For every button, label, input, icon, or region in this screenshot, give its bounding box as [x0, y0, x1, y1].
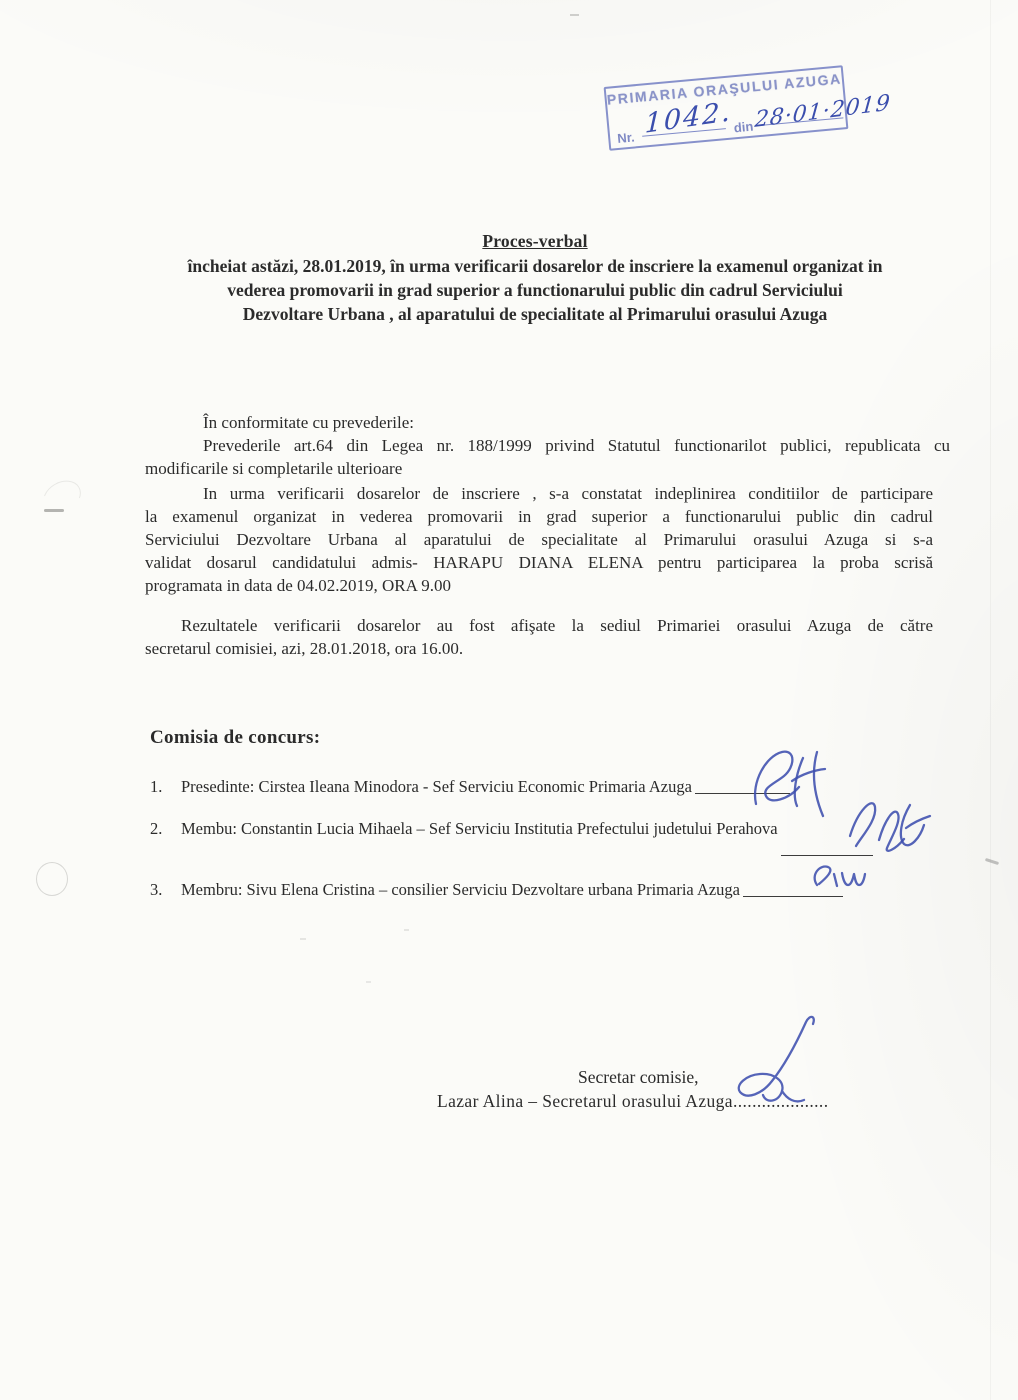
signature-line	[781, 855, 873, 856]
stamp-nr-label: Nr.	[616, 129, 636, 146]
member-text: Membu: Constantin Lucia Mihaela – Sef Serviciu Institutia Prefectului judetului Perahova	[181, 819, 778, 838]
signature-line	[695, 793, 790, 794]
verification-line: la examenul organizat in vederea promovarii in grad superior a functionarului public din cadrul	[145, 507, 933, 526]
law-line: Prevederile art.64 din Legea nr. 188/1999 privind Statutul functionarilot publici, republicata cu	[203, 436, 950, 455]
signoff-name: Lazar Alina – Secretarul orasului Azuga....................	[437, 1091, 829, 1111]
intro-line: vederea promovarii in grad superior a functionarului public din cadrul Serviciului	[227, 280, 843, 300]
scan-speck	[404, 929, 409, 931]
member-text: Membru: Sivu Elena Cristina – consilier Serviciu Dezvoltare urbana Primaria Azuga	[181, 880, 741, 899]
stamp-din-label: din	[733, 118, 754, 136]
scan-speck	[300, 938, 306, 940]
commission-member-row	[150, 880, 940, 900]
member-number: 2.	[150, 819, 163, 838]
stamp-handwritten-number: 1042.	[644, 96, 733, 140]
stamp-org-name: PRIMARIA ORAŞULUI AZUGA	[606, 70, 843, 108]
commission-member-row	[150, 777, 940, 797]
member-number: 3.	[150, 880, 163, 899]
scan-smudge	[985, 858, 999, 865]
conformity-heading: În conformitate cu prevederile:	[203, 413, 414, 432]
scan-fold-line	[990, 0, 991, 1400]
verification-line: validat dosarul candidatului admis- HARAPU DIANA ELENA pentru participarea la proba scrisă	[145, 553, 933, 572]
member-text: Presedinte: Cirstea Ileana Minodora - Sef Serviciu Economic Primaria Azuga	[181, 777, 692, 796]
intro-line: încheiat astăzi, 28.01.2019, în urma verificarii dosarelor de inscriere la examenul organizat in	[187, 256, 883, 276]
registry-stamp	[604, 65, 892, 150]
intro-line: Dezvoltare Urbana , al aparatului de specialitate al Primarului orasului Azuga	[242, 304, 828, 324]
stamp-handwritten-date: 28·01·2019	[753, 90, 892, 133]
signature-line	[743, 896, 843, 897]
document-title: Proces-verbal	[482, 231, 588, 251]
results-line: Rezultatele verificarii dosarelor au fost afişate la sediul Primariei orasului Azuga de către	[181, 616, 933, 635]
verification-line: In urma verificarii dosarelor de inscriere , s-a constatat indeplinirea conditiilor de participare	[203, 484, 933, 503]
commission-member-row	[150, 819, 940, 839]
member-number: 1.	[150, 777, 163, 796]
pencil-mark	[37, 474, 87, 520]
signoff-role: Secretar comisie,	[578, 1067, 699, 1087]
commission-heading: Comisia de concurs:	[150, 727, 321, 748]
results-line: secretarul comisiei, azi, 28.01.2018, ora 16.00.	[145, 639, 464, 658]
scan-speck	[366, 981, 371, 983]
pencil-circle-mark	[36, 862, 68, 896]
verification-line: programata in data de 04.02.2019, ORA 9.00	[145, 576, 451, 595]
scan-speck	[570, 14, 579, 16]
pencil-mark	[44, 509, 64, 512]
verification-line: Serviciului Dezvoltare Urbana al aparatului de specialitate al Primarului orasului Azuga si s-a	[145, 530, 933, 549]
law-line: modificarile si completarile ulterioare	[145, 459, 403, 478]
